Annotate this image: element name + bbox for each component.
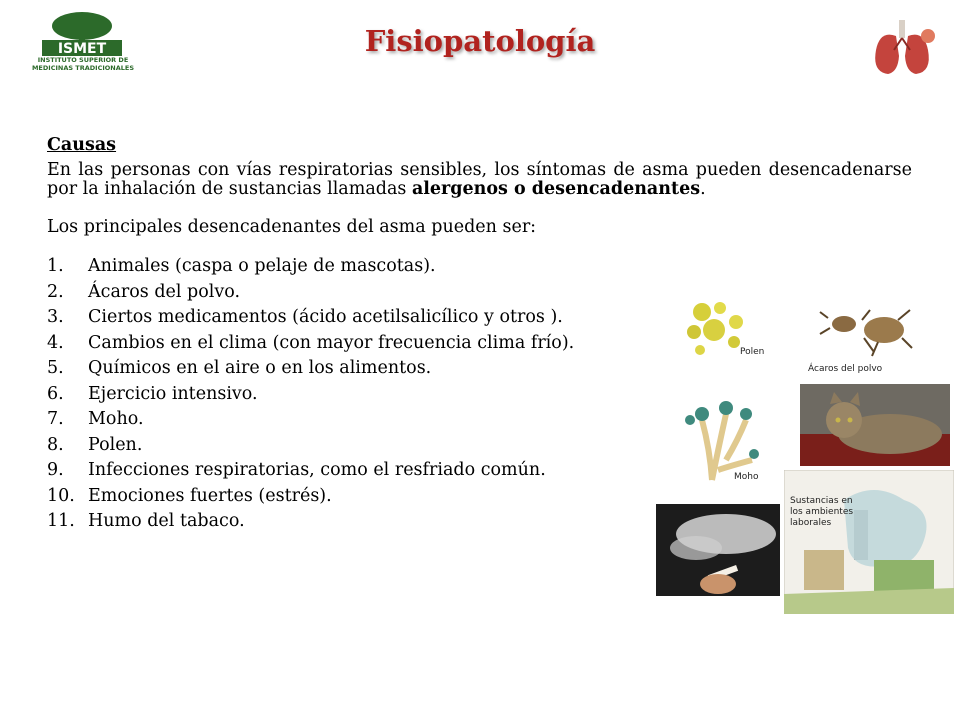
- list-item-number: 9.: [47, 460, 64, 480]
- cat-image: [800, 384, 950, 466]
- logo-name: ISMET: [57, 41, 107, 57]
- workplace-caption-line-1: Sustancias en: [790, 496, 853, 506]
- list-item-text: Emociones fuertes (estrés).: [88, 485, 332, 506]
- list-item-text: Moho.: [88, 409, 144, 429]
- list-item-number: 8.: [47, 434, 64, 455]
- list-item-number: 1.: [47, 256, 64, 276]
- list-item: [47, 356, 912, 382]
- list-item-number: 10.: [47, 485, 75, 506]
- dust-mites-image: [818, 298, 914, 362]
- list-item-text: Químicos en el aire o en los alimentos.: [88, 358, 432, 378]
- list-item: [47, 382, 912, 408]
- list-item: [47, 433, 912, 459]
- section-heading: Causas: [47, 135, 117, 155]
- list-item: [47, 280, 912, 306]
- content: [47, 136, 912, 535]
- list-item-number: 4.: [47, 332, 64, 353]
- list-item: [47, 331, 912, 357]
- intro-paragraph: [47, 161, 912, 199]
- para-text: En las personas con vías respiratorias sensibles, los síntomas de asma pueden desencadenarse por la inhalación de sustancias llamadas: [47, 160, 912, 199]
- lungs-icon: [866, 16, 940, 80]
- list-item-text: Cambios en el clima (con mayor frecuencia clima frío).: [88, 332, 575, 353]
- list-item-number: 2.: [47, 281, 64, 302]
- list-item-number: 7.: [47, 409, 64, 429]
- para-end: .: [700, 179, 706, 199]
- list-item-text: Humo del tabaco.: [88, 511, 245, 531]
- list-item: [47, 458, 912, 484]
- list-item-text: Ciertos medicamentos (ácido acetilsalicílico y otros ).: [88, 307, 563, 327]
- workplace-caption-line-3: laborales: [790, 518, 832, 528]
- list-item-number: 11.: [47, 511, 75, 531]
- list-item-text: Animales (caspa o pelaje de mascotas).: [88, 256, 436, 276]
- list-item-text: Ejercicio intensivo.: [88, 383, 258, 404]
- para-bold-text: alergenos o desencadenantes: [411, 179, 701, 199]
- list-item-text: Polen.: [88, 434, 143, 455]
- list-intro: Los principales desencadenantes del asma pueden ser:: [47, 217, 537, 237]
- list-item-number: 3.: [47, 307, 64, 327]
- workplace-caption: [790, 496, 853, 529]
- list-item-number: 6.: [47, 383, 64, 404]
- workplace-caption-line-2: los ambientes: [790, 507, 854, 517]
- workplace-substances-image: [784, 470, 954, 614]
- pollen-caption: Polen: [740, 347, 765, 357]
- triggers-list: [47, 254, 912, 535]
- smoking-image: [656, 504, 780, 596]
- list-item: [47, 509, 912, 535]
- list-item: [47, 484, 912, 510]
- logo-subtitle-line-2: MEDICINAS TRADICIONALES: [31, 64, 135, 72]
- list-item-text: Ácaros del polvo.: [88, 281, 241, 302]
- mold-caption: Moho: [734, 472, 759, 482]
- list-item-text: Infecciones respiratorias, como el resfriado común.: [88, 460, 546, 480]
- list-item-number: 5.: [47, 358, 64, 378]
- list-item: [47, 305, 912, 331]
- logo-subtitle-line-1: INSTITUTO SUPERIOR DE: [37, 56, 129, 64]
- logo-subtitle: [28, 56, 138, 72]
- page-title: Fisiopatología: [364, 24, 596, 58]
- dust-mites-caption: Ácaros del polvo: [808, 364, 883, 374]
- list-item: [47, 407, 912, 433]
- list-item: [47, 254, 912, 280]
